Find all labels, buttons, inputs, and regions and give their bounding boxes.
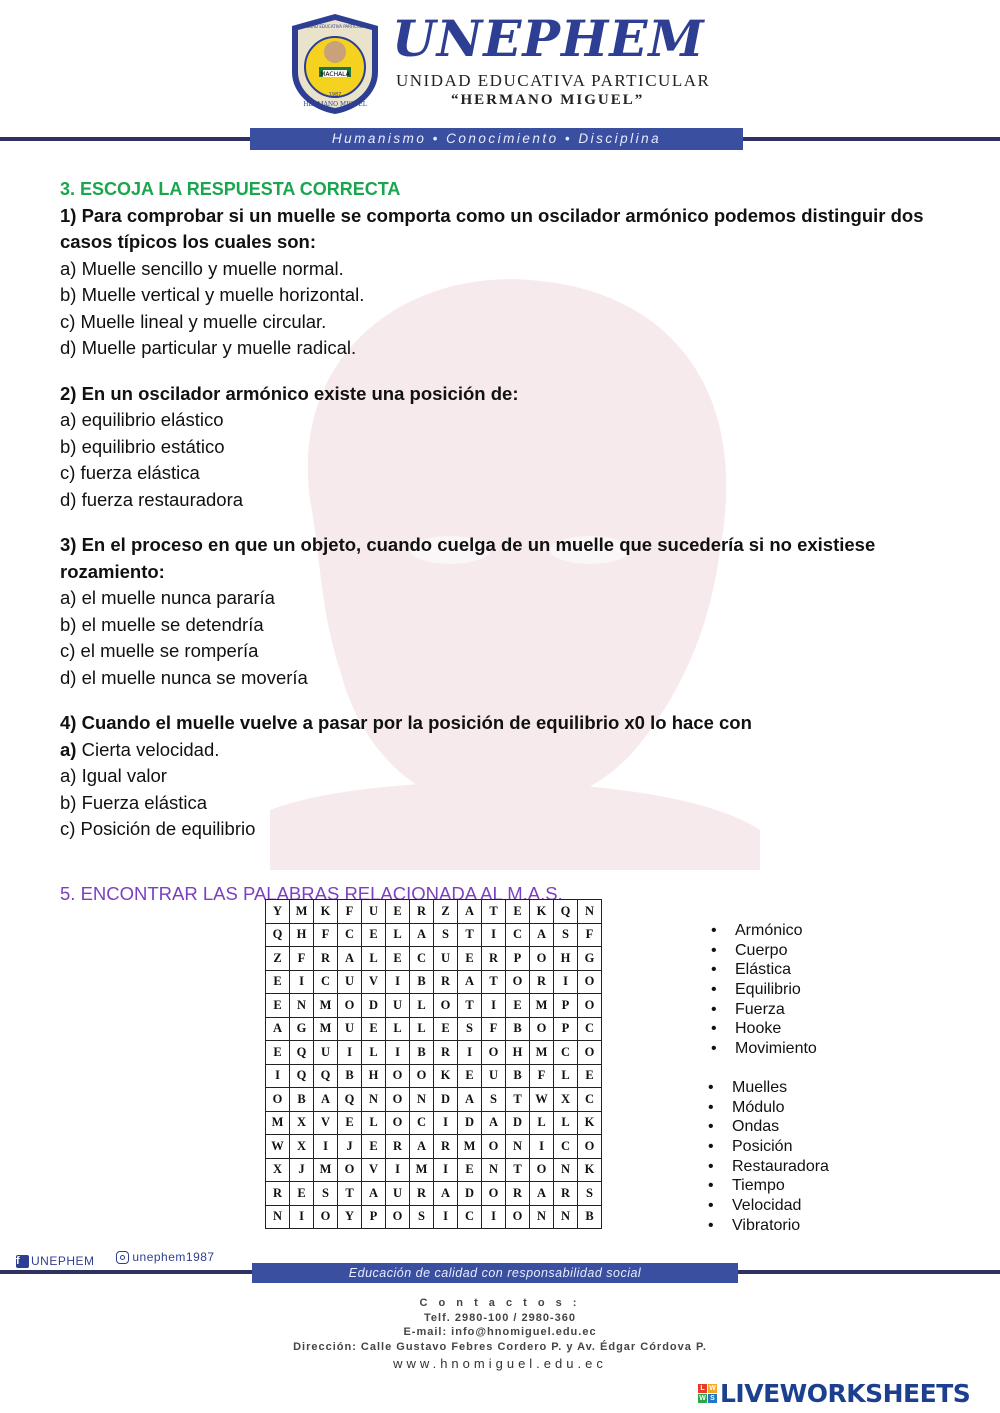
grid-row <box>266 1064 602 1088</box>
grid-cell[interactable]: O <box>338 994 362 1018</box>
question-3-option-d[interactable]: d) el muelle nunca se movería <box>60 666 308 688</box>
grid-cell[interactable]: P <box>506 947 530 971</box>
question-1-option-b[interactable]: b) Muelle vertical y muelle horizontal. <box>60 284 365 305</box>
grid-cell[interactable]: H <box>554 947 578 971</box>
instagram-handle: unephem1987 <box>132 1250 215 1264</box>
instagram-icon <box>116 1251 129 1264</box>
grid-cell[interactable]: U <box>482 1064 506 1088</box>
grid-cell[interactable]: X <box>290 1111 314 1135</box>
grid-cell[interactable]: I <box>290 970 314 994</box>
grid-cell[interactable]: O <box>578 994 602 1018</box>
grid-cell[interactable]: O <box>338 1158 362 1182</box>
brand-title: UNEPHEM <box>392 9 705 68</box>
question-1-option-c[interactable]: c) Muelle lineal y muelle circular. <box>60 310 327 332</box>
grid-row <box>266 900 602 924</box>
grid-cell[interactable]: I <box>434 1205 458 1229</box>
word-list-item: • Ondas <box>706 1117 829 1137</box>
grid-cell[interactable]: V <box>362 970 386 994</box>
grid-cell[interactable]: D <box>434 1088 458 1112</box>
grid-cell[interactable]: E <box>266 1041 290 1065</box>
grid-row <box>266 1205 602 1229</box>
grid-cell[interactable]: I <box>482 1205 506 1229</box>
grid-row <box>266 1182 602 1206</box>
grid-cell[interactable]: C <box>578 1017 602 1041</box>
instagram-link[interactable] <box>98 1250 214 1264</box>
grid-cell[interactable]: G <box>578 947 602 971</box>
grid-cell[interactable]: A <box>530 1182 554 1206</box>
grid-cell[interactable]: I <box>458 1041 482 1065</box>
grid-cell[interactable]: C <box>458 1205 482 1229</box>
question-3-option-c[interactable]: c) el muelle se rompería <box>60 640 259 661</box>
grid-cell[interactable]: X <box>266 1158 290 1182</box>
question-4-first-marker: a) <box>60 738 77 760</box>
facebook-icon: f <box>16 1255 29 1268</box>
grid-cell[interactable]: E <box>362 1135 386 1159</box>
word-list-item: • Cuerpo <box>709 941 817 961</box>
grid-cell[interactable]: E <box>386 900 410 924</box>
grid-cell[interactable]: H <box>506 1041 530 1065</box>
grid-cell[interactable]: K <box>434 1064 458 1088</box>
grid-cell[interactable]: B <box>338 1064 362 1088</box>
grid-cell[interactable]: R <box>410 900 434 924</box>
word-list-item: • Tiempo <box>706 1176 829 1196</box>
grid-cell[interactable]: E <box>290 1182 314 1206</box>
contacts-block <box>0 1296 1000 1354</box>
grid-cell[interactable]: T <box>458 994 482 1018</box>
grid-cell[interactable]: S <box>434 923 458 947</box>
grid-cell[interactable]: Q <box>290 1041 314 1065</box>
grid-cell[interactable]: E <box>578 1064 602 1088</box>
word-list-item: • Vibratorio <box>706 1216 829 1236</box>
word-list-item: • Elástica <box>709 960 817 980</box>
grid-cell[interactable]: O <box>530 1158 554 1182</box>
grid-cell[interactable]: F <box>530 1064 554 1088</box>
question-2-option-d[interactable]: d) fuerza restauradora <box>60 488 244 510</box>
grid-cell[interactable]: Q <box>338 1088 362 1112</box>
grid-cell[interactable]: N <box>530 1205 554 1229</box>
grid-cell[interactable]: M <box>314 1158 338 1182</box>
grid-cell[interactable]: L <box>530 1111 554 1135</box>
contacts-phone: Telf. 2980-100 / 2980-360 <box>424 1311 576 1324</box>
worksheet-content <box>60 176 940 907</box>
contacts-title: C o n t a c t o s : <box>419 1297 581 1309</box>
grid-cell[interactable]: Q <box>266 923 290 947</box>
grid-cell[interactable]: E <box>386 947 410 971</box>
grid-cell[interactable]: Y <box>338 1205 362 1229</box>
question-2-option-c[interactable]: c) fuerza elástica <box>60 462 200 483</box>
liveworksheets-text: LIVEWORKSHEETS <box>720 1379 971 1408</box>
question-4-option-first[interactable] <box>60 737 940 764</box>
grid-cell[interactable]: E <box>506 994 530 1018</box>
grid-cell[interactable]: I <box>290 1205 314 1229</box>
grid-cell[interactable]: I <box>314 1135 338 1159</box>
facebook-handle: UNEPHEM <box>31 1254 95 1268</box>
grid-cell[interactable]: O <box>386 1205 410 1229</box>
grid-cell[interactable]: I <box>482 994 506 1018</box>
grid-cell[interactable]: A <box>458 1088 482 1112</box>
word-list-item: • Armónico <box>709 921 817 941</box>
grid-cell[interactable]: B <box>506 1064 530 1088</box>
grid-cell[interactable]: A <box>458 900 482 924</box>
grid-cell[interactable]: N <box>410 1088 434 1112</box>
grid-cell[interactable]: N <box>290 994 314 1018</box>
grid-cell[interactable]: O <box>578 970 602 994</box>
website-url[interactable]: www.hnomiguel.edu.ec <box>393 1356 607 1371</box>
grid-cell[interactable]: A <box>410 1135 434 1159</box>
grid-cell[interactable]: R <box>410 1182 434 1206</box>
grid-cell[interactable]: C <box>314 970 338 994</box>
grid-cell[interactable]: L <box>554 1111 578 1135</box>
grid-cell[interactable]: V <box>314 1111 338 1135</box>
grid-cell[interactable]: Q <box>290 1064 314 1088</box>
grid-cell[interactable]: O <box>530 1017 554 1041</box>
grid-cell[interactable]: K <box>530 900 554 924</box>
section-3-title: 3. ESCOJA LA RESPUESTA CORRECTA <box>60 179 401 199</box>
grid-cell[interactable]: Q <box>314 1064 338 1088</box>
grid-cell[interactable]: C <box>410 1111 434 1135</box>
grid-cell[interactable]: K <box>314 900 338 924</box>
grid-cell[interactable]: M <box>314 994 338 1018</box>
grid-cell[interactable]: R <box>386 1135 410 1159</box>
word-list-group-1 <box>709 921 817 1059</box>
social-links <box>16 1250 215 1268</box>
grid-cell[interactable]: M <box>458 1135 482 1159</box>
lw-icon-cell: W <box>699 1395 706 1402</box>
grid-cell[interactable]: L <box>362 1041 386 1065</box>
grid-cell[interactable]: N <box>554 1205 578 1229</box>
grid-cell[interactable]: I <box>434 1111 458 1135</box>
grid-cell[interactable]: I <box>386 1041 410 1065</box>
grid-cell[interactable]: F <box>578 923 602 947</box>
grid-cell[interactable]: S <box>482 1088 506 1112</box>
question-3-option-b[interactable]: b) el muelle se detendría <box>60 613 264 635</box>
grid-cell[interactable]: X <box>290 1135 314 1159</box>
grid-cell[interactable]: L <box>410 994 434 1018</box>
grid-cell[interactable]: U <box>338 970 362 994</box>
liveworksheets-badge[interactable] <box>698 1379 970 1408</box>
question-2-text: 2) En un oscilador armónico existe una posición de: <box>60 382 519 404</box>
word-list-item: • Muelles <box>706 1078 829 1098</box>
grid-cell[interactable]: I <box>338 1041 362 1065</box>
grid-cell[interactable]: R <box>266 1182 290 1206</box>
grid-cell[interactable]: O <box>314 1205 338 1229</box>
grid-cell[interactable]: B <box>410 1041 434 1065</box>
grid-cell[interactable]: A <box>266 1017 290 1041</box>
grid-row <box>266 1158 602 1182</box>
grid-cell[interactable]: K <box>578 1111 602 1135</box>
grid-cell[interactable]: W <box>530 1088 554 1112</box>
grid-cell[interactable]: B <box>506 1017 530 1041</box>
grid-cell[interactable]: L <box>362 1111 386 1135</box>
grid-row <box>266 947 602 971</box>
grid-cell[interactable]: O <box>578 1135 602 1159</box>
grid-cell[interactable]: M <box>314 1017 338 1041</box>
grid-cell[interactable]: U <box>362 900 386 924</box>
grid-cell[interactable]: I <box>530 1135 554 1159</box>
grid-cell[interactable]: O <box>578 1041 602 1065</box>
facebook-link[interactable] <box>16 1254 95 1268</box>
grid-cell[interactable]: C <box>410 947 434 971</box>
grid-cell[interactable]: U <box>338 1017 362 1041</box>
grid-cell[interactable]: O <box>506 970 530 994</box>
grid-cell[interactable]: M <box>530 994 554 1018</box>
seal-top-text: UNIDAD EDUCATIVA PARTICULAR <box>302 24 368 29</box>
grid-cell[interactable]: L <box>386 923 410 947</box>
grid-cell[interactable]: O <box>482 1041 506 1065</box>
grid-cell[interactable]: D <box>458 1111 482 1135</box>
grid-row <box>266 1111 602 1135</box>
grid-cell[interactable]: L <box>410 1017 434 1041</box>
word-list-item: • Fuerza <box>709 1000 817 1020</box>
grid-cell[interactable]: A <box>362 1182 386 1206</box>
grid-cell[interactable]: E <box>266 994 290 1018</box>
grid-cell[interactable]: E <box>506 900 530 924</box>
grid-cell[interactable]: F <box>314 923 338 947</box>
grid-cell[interactable]: L <box>386 1017 410 1041</box>
grid-cell[interactable]: P <box>554 994 578 1018</box>
grid-cell[interactable]: T <box>458 923 482 947</box>
grid-cell[interactable]: I <box>386 1158 410 1182</box>
seal-city: MACHALA <box>320 71 350 78</box>
grid-cell[interactable]: N <box>554 1158 578 1182</box>
question-4-option-a[interactable]: a) Igual valor <box>60 765 167 786</box>
grid-cell[interactable]: T <box>482 900 506 924</box>
grid-cell[interactable]: S <box>410 1205 434 1229</box>
grid-cell[interactable]: P <box>362 1205 386 1229</box>
grid-cell[interactable]: B <box>578 1205 602 1229</box>
grid-cell[interactable]: I <box>434 1158 458 1182</box>
grid-cell[interactable]: A <box>458 970 482 994</box>
grid-cell[interactable]: T <box>506 1088 530 1112</box>
grid-cell[interactable]: I <box>266 1064 290 1088</box>
word-list-item: • Posición <box>706 1137 829 1157</box>
grid-cell[interactable]: M <box>290 900 314 924</box>
lw-icon-cell: L <box>698 1384 707 1393</box>
grid-cell[interactable]: O <box>386 1064 410 1088</box>
grid-cell[interactable]: O <box>266 1088 290 1112</box>
grid-cell[interactable]: M <box>266 1111 290 1135</box>
grid-cell[interactable]: E <box>338 1111 362 1135</box>
grid-cell[interactable]: U <box>386 994 410 1018</box>
word-list-item: • Hooke <box>709 1019 817 1039</box>
grid-cell[interactable]: A <box>530 923 554 947</box>
lw-icon-cell: W <box>709 1385 716 1392</box>
grid-cell[interactable]: R <box>530 970 554 994</box>
grid-cell[interactable]: I <box>386 970 410 994</box>
grid-cell[interactable]: A <box>410 923 434 947</box>
grid-cell[interactable]: T <box>338 1182 362 1206</box>
grid-cell[interactable]: O <box>530 947 554 971</box>
grid-cell[interactable]: U <box>314 1041 338 1065</box>
grid-row <box>266 1088 602 1112</box>
grid-cell[interactable]: E <box>458 1064 482 1088</box>
word-list-item: • Velocidad <box>706 1196 829 1216</box>
question-3-text: 3) En el proceso en que un objeto, cuando cuelga de un muelle que sucedería si no existiese rozamiento: <box>60 534 876 582</box>
grid-cell[interactable]: E <box>434 1017 458 1041</box>
grid-cell[interactable]: D <box>458 1182 482 1206</box>
grid-row <box>266 1017 602 1041</box>
grid-cell[interactable]: C <box>506 923 530 947</box>
grid-row <box>266 1135 602 1159</box>
seal-bottom-text: HERMANO MIGUEL <box>303 101 367 108</box>
school-seal-logo <box>286 12 384 116</box>
grid-cell[interactable]: A <box>338 947 362 971</box>
grid-cell[interactable]: H <box>362 1064 386 1088</box>
grid-cell[interactable]: Z <box>266 947 290 971</box>
contacts-email: E-mail: info@hnomiguel.edu.ec <box>403 1326 597 1338</box>
grid-row <box>266 994 602 1018</box>
grid-cell[interactable]: N <box>362 1088 386 1112</box>
grid-cell[interactable]: S <box>578 1182 602 1206</box>
grid-cell[interactable]: F <box>482 1017 506 1041</box>
grid-cell[interactable]: R <box>314 947 338 971</box>
grid-cell[interactable]: L <box>554 1064 578 1088</box>
grid-cell[interactable]: N <box>506 1135 530 1159</box>
school-name: “HERMANO MIGUEL” <box>451 92 645 108</box>
brand-subtitle: UNIDAD EDUCATIVA PARTICULAR <box>396 71 711 90</box>
grid-cell[interactable]: K <box>578 1158 602 1182</box>
grid-cell[interactable]: C <box>554 1041 578 1065</box>
grid-row <box>266 1041 602 1065</box>
grid-cell[interactable]: N <box>578 900 602 924</box>
question-1-text: 1) Para comprobar si un muelle se comporta como un oscilador armónico podemos distinguir dos casos típicos los cuales son: <box>60 204 924 252</box>
grid-cell[interactable]: R <box>506 1182 530 1206</box>
grid-cell[interactable]: Q <box>554 900 578 924</box>
grid-cell[interactable]: O <box>434 994 458 1018</box>
grid-cell[interactable]: E <box>458 947 482 971</box>
grid-cell[interactable]: I <box>482 923 506 947</box>
grid-cell[interactable]: O <box>386 1088 410 1112</box>
grid-row <box>266 970 602 994</box>
liveworksheets-icon <box>698 1384 717 1403</box>
grid-cell[interactable]: A <box>434 1182 458 1206</box>
word-search-grid[interactable] <box>265 899 602 1229</box>
grid-cell[interactable]: P <box>554 1017 578 1041</box>
section-5-title: 5. ENCONTRAR LAS PALABRAS RELACIONADA AL M.A.S. <box>60 882 563 904</box>
word-list-item: • Restauradora <box>706 1157 829 1177</box>
lw-icon-cell: S <box>708 1394 717 1403</box>
word-list-group-2 <box>706 1078 829 1236</box>
grid-cell[interactable]: Z <box>434 900 458 924</box>
grid-cell[interactable]: S <box>554 923 578 947</box>
grid-cell[interactable]: V <box>362 1158 386 1182</box>
grid-cell[interactable]: E <box>458 1158 482 1182</box>
grid-cell[interactable]: D <box>506 1111 530 1135</box>
question-4-option-c[interactable]: c) Posición de equilibrio <box>60 818 256 839</box>
question-4-option-b[interactable]: b) Fuerza elástica <box>60 791 208 813</box>
grid-cell[interactable]: C <box>338 923 362 947</box>
grid-cell[interactable]: A <box>482 1111 506 1135</box>
grid-cell[interactable]: R <box>434 1041 458 1065</box>
grid-row <box>266 923 602 947</box>
grid-cell[interactable]: O <box>506 1205 530 1229</box>
grid-cell[interactable]: H <box>290 923 314 947</box>
grid-cell[interactable]: I <box>554 970 578 994</box>
grid-cell[interactable]: E <box>266 970 290 994</box>
grid-cell[interactable]: U <box>434 947 458 971</box>
grid-cell[interactable]: N <box>266 1205 290 1229</box>
grid-cell[interactable]: J <box>290 1158 314 1182</box>
grid-cell[interactable]: J <box>338 1135 362 1159</box>
grid-cell[interactable]: O <box>482 1135 506 1159</box>
grid-cell[interactable]: X <box>554 1088 578 1112</box>
grid-cell[interactable]: U <box>386 1182 410 1206</box>
header-motto: Humanismo • Conocimiento • Disciplina <box>250 128 743 150</box>
grid-cell[interactable]: R <box>434 970 458 994</box>
grid-cell[interactable]: N <box>482 1158 506 1182</box>
question-1-option-a[interactable]: a) Muelle sencillo y muelle normal. <box>60 257 344 279</box>
grid-cell[interactable]: R <box>434 1135 458 1159</box>
grid-cell[interactable]: O <box>386 1111 410 1135</box>
word-list-item: • Movimiento <box>709 1039 817 1059</box>
grid-cell[interactable]: B <box>290 1088 314 1112</box>
grid-cell[interactable]: F <box>290 947 314 971</box>
grid-cell[interactable]: R <box>554 1182 578 1206</box>
grid-cell[interactable]: T <box>482 970 506 994</box>
grid-cell[interactable]: B <box>410 970 434 994</box>
word-list-item: • Módulo <box>706 1098 829 1118</box>
grid-cell[interactable]: M <box>530 1041 554 1065</box>
question-2-option-a[interactable]: a) equilibrio elástico <box>60 409 224 430</box>
grid-cell[interactable]: L <box>362 947 386 971</box>
grid-cell[interactable]: O <box>482 1182 506 1206</box>
question-3-option-a[interactable]: a) el muelle nunca pararía <box>60 587 275 608</box>
grid-cell[interactable]: Y <box>266 900 290 924</box>
grid-cell[interactable]: D <box>362 994 386 1018</box>
grid-cell[interactable]: S <box>314 1182 338 1206</box>
grid-cell[interactable]: C <box>578 1088 602 1112</box>
grid-cell[interactable]: W <box>266 1135 290 1159</box>
word-list-item: • Equilibrio <box>709 980 817 1000</box>
grid-cell[interactable]: O <box>410 1064 434 1088</box>
grid-cell[interactable]: G <box>290 1017 314 1041</box>
seal-year: 1987 <box>328 92 342 98</box>
contacts-address: Dirección: Calle Gustavo Febres Cordero P. y Av. Édgar Córdova P. <box>293 1340 707 1353</box>
grid-cell[interactable]: M <box>410 1158 434 1182</box>
grid-cell[interactable]: S <box>458 1017 482 1041</box>
question-1-option-d[interactable]: d) Muelle particular y muelle radical. <box>60 337 357 358</box>
question-4-text: 4) Cuando el muelle vuelve a pasar por la posición de equilibrio x0 lo hace con <box>60 712 752 733</box>
footer-slogan: Educación de calidad con responsabilidad social <box>252 1263 738 1283</box>
grid-cell[interactable]: R <box>482 947 506 971</box>
grid-cell[interactable]: C <box>554 1135 578 1159</box>
grid-cell[interactable]: E <box>362 1017 386 1041</box>
grid-cell[interactable]: E <box>362 923 386 947</box>
grid-cell[interactable]: T <box>506 1158 530 1182</box>
question-4-first-text: Cierta velocidad. <box>76 738 220 760</box>
grid-cell[interactable]: F <box>338 900 362 924</box>
grid-cell[interactable]: A <box>314 1088 338 1112</box>
question-2-option-b[interactable]: b) equilibrio estático <box>60 435 225 457</box>
